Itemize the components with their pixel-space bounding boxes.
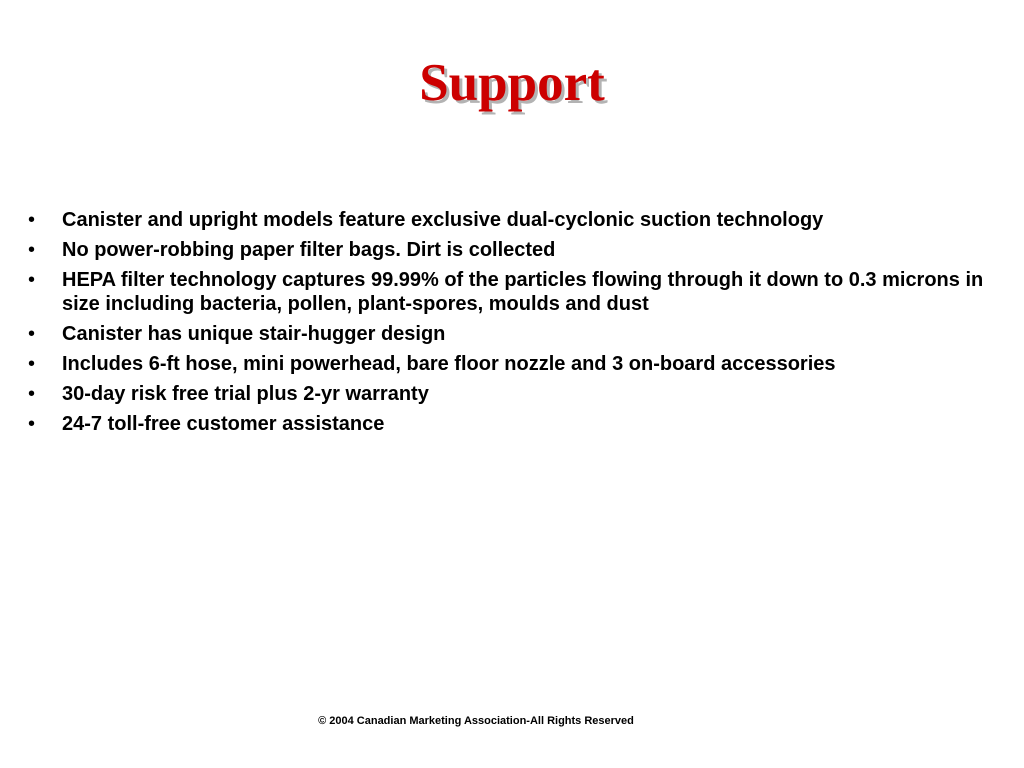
bullet-list <box>28 208 1003 442</box>
bullet-icon: • <box>28 239 36 261</box>
bullet-text: Includes 6-ft hose, mini powerhead, bare floor nozzle and 3 on-board accessories <box>62 353 836 375</box>
bullet-item <box>28 208 1003 232</box>
bullet-text: Canister and upright models feature exclusive dual-cyclonic suction technology <box>62 209 824 231</box>
bullet-text: 24-7 toll-free customer assistance <box>62 413 385 435</box>
bullet-icon: • <box>28 383 36 405</box>
bullet-icon: • <box>28 413 36 435</box>
bullet-text: Canister has unique stair-hugger design <box>62 323 446 345</box>
bullet-text: HEPA filter technology captures 99.99% of the particles flowing through it down to 0.3 microns in size including bacteria, pollen, plant-spores, moulds and dust <box>62 269 984 315</box>
bullet-item <box>28 322 1003 346</box>
copyright-footer: © 2004 Canadian Marketing Association-All Rights Reserved <box>318 715 634 727</box>
bullet-icon: • <box>28 323 36 345</box>
bullet-icon: • <box>28 353 36 375</box>
bullet-text: 30-day risk free trial plus 2-yr warranty <box>62 383 429 405</box>
bullet-item <box>28 268 1003 316</box>
bullet-icon: • <box>28 269 36 291</box>
bullet-text: No power-robbing paper filter bags. Dirt is collected <box>62 239 556 261</box>
bullet-item <box>28 412 1003 436</box>
bullet-item <box>28 352 1003 376</box>
bullet-item <box>28 238 1003 262</box>
bullet-item <box>28 382 1003 406</box>
slide-title: Support <box>419 54 605 112</box>
bullet-icon: • <box>28 209 36 231</box>
